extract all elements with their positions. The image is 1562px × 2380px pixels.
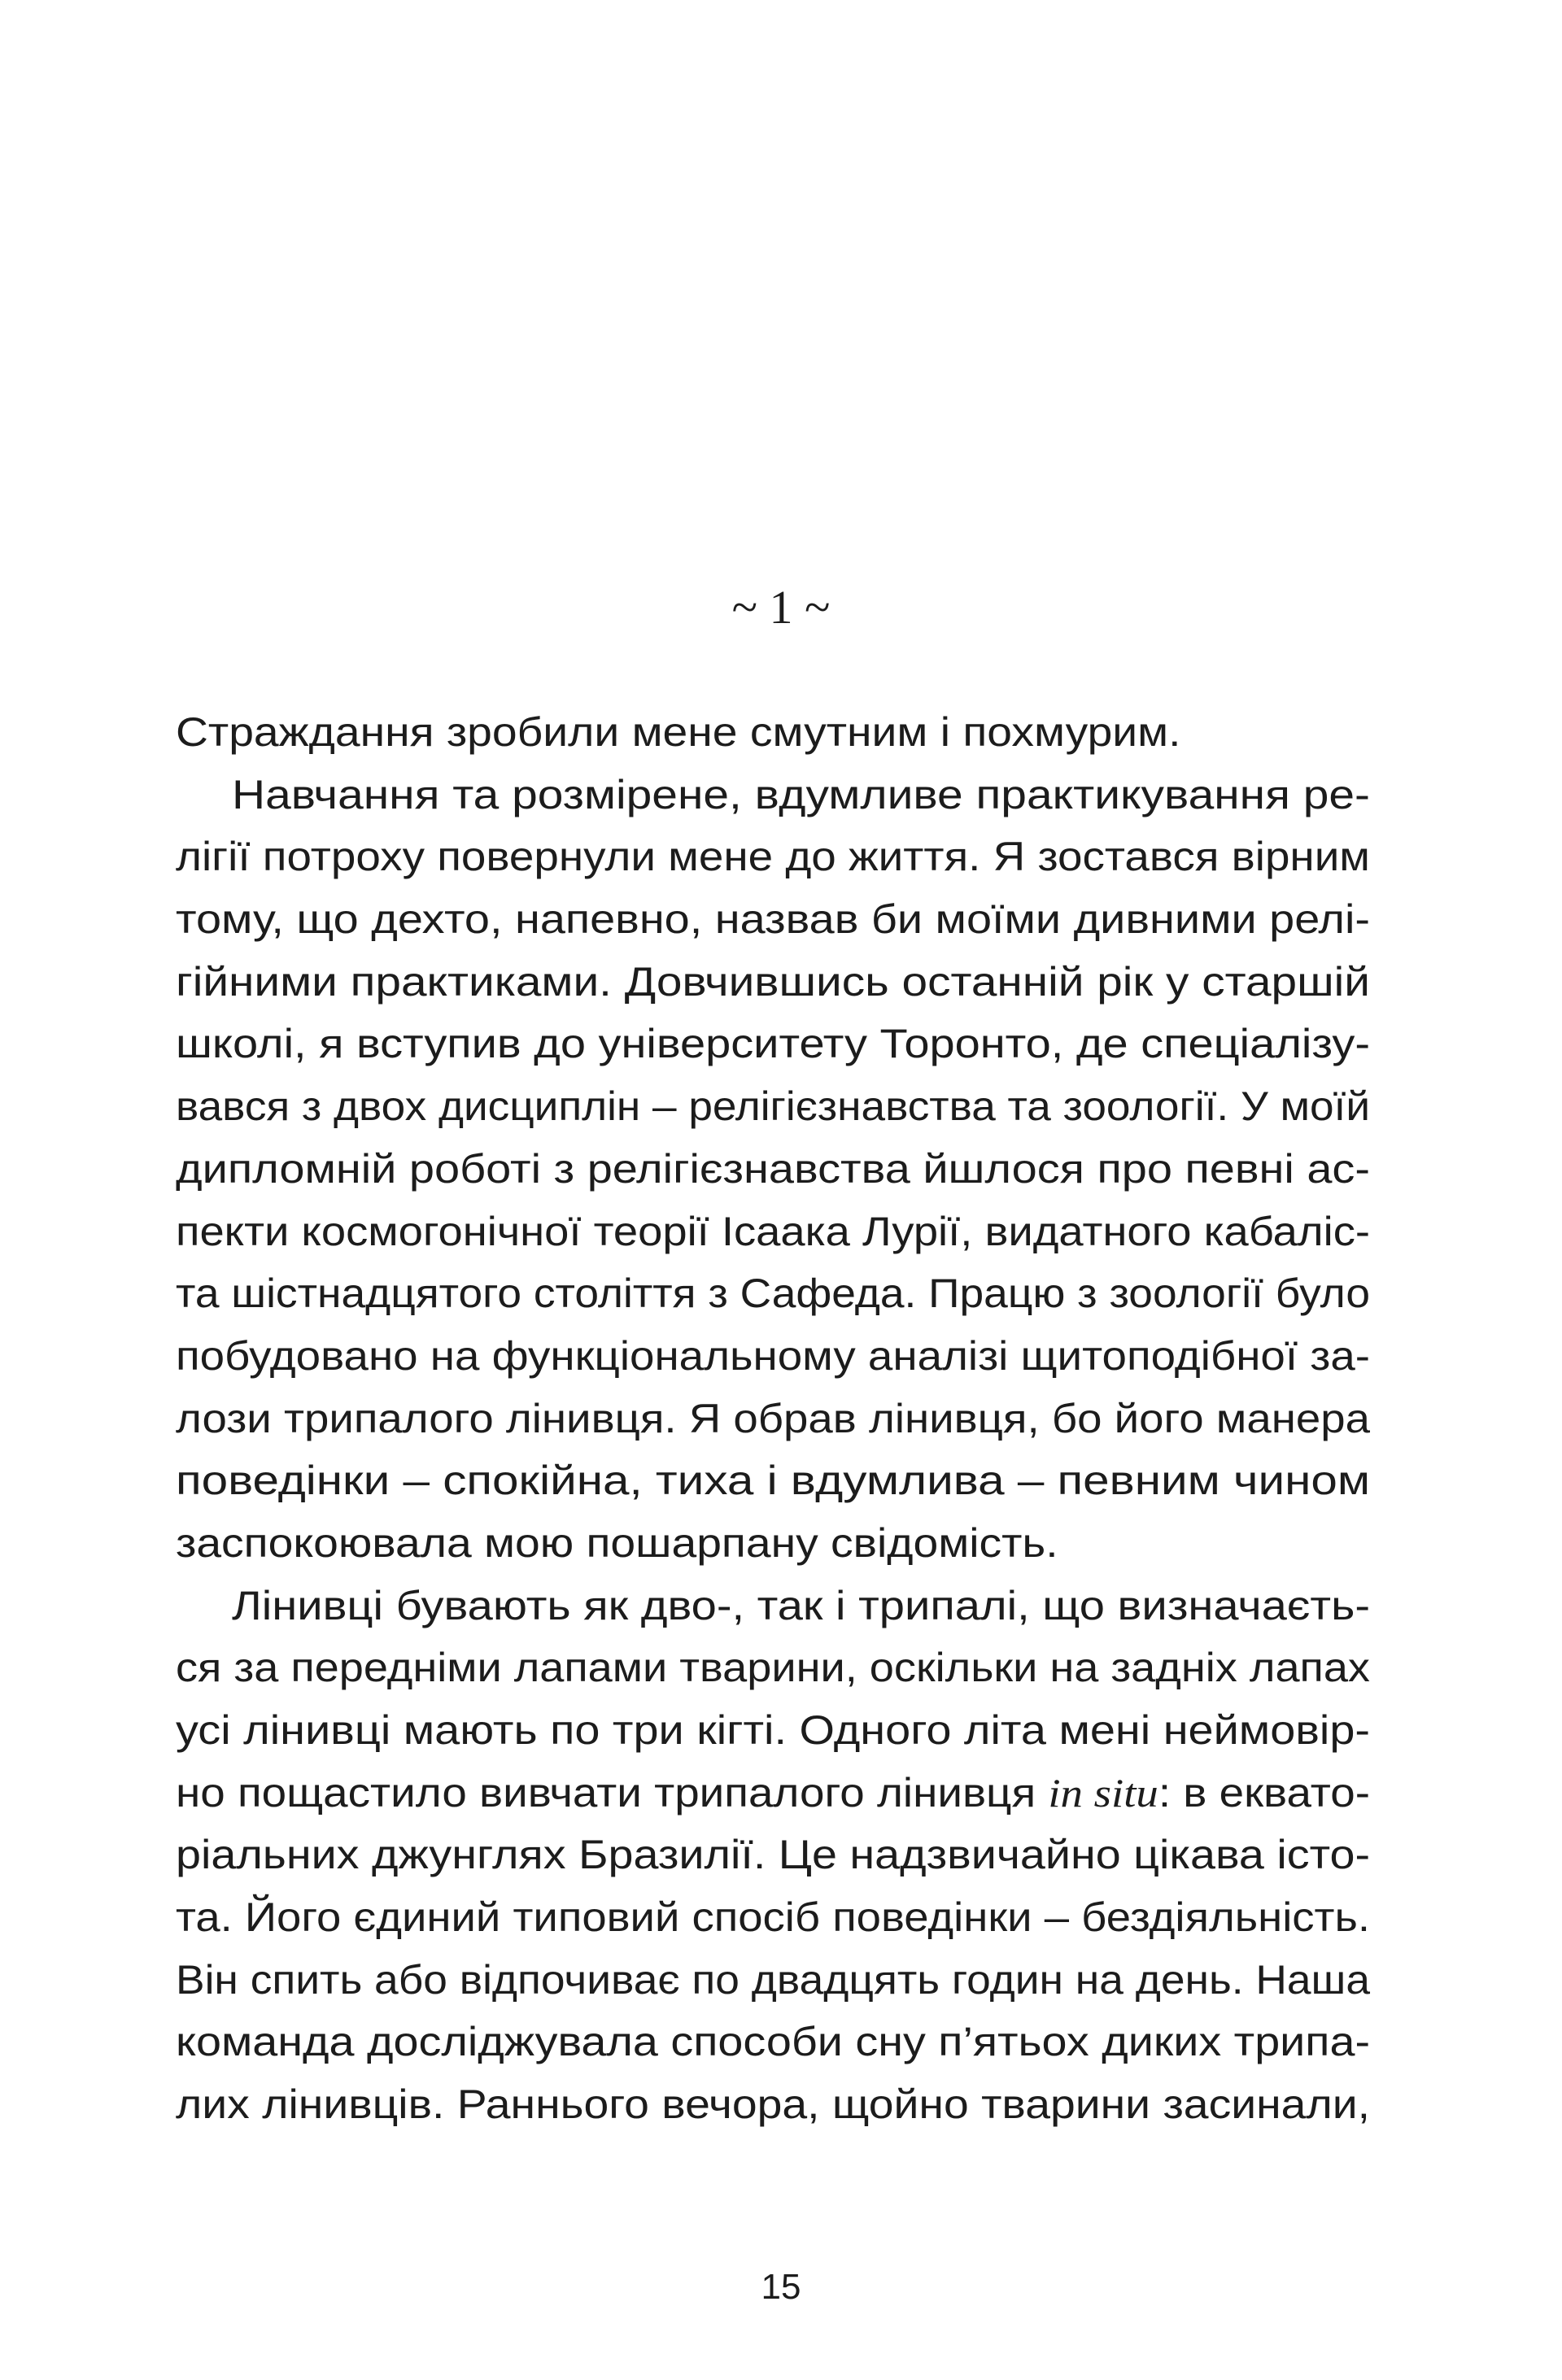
text-line-content: лози трипалого лінивця. Я обрав лінивця, бо його манера [176,1395,1370,1441]
text-line-content: та шістнадцятого століття з Сафеда. Працю з зоології було [176,1271,1370,1317]
text-line [176,1075,1370,1138]
italic-phrase: in situ [1048,1769,1158,1816]
text-line [176,1201,1370,1263]
text-line [176,1388,1370,1450]
text-line [176,2011,1370,2073]
text-line-content: школі, я вступив до університету Торонто, де спеціалізу- [176,1021,1371,1067]
text-line [176,1699,1370,1762]
text-line-content: лігії потроху повернули мене до життя. Я зостався вірним [176,834,1370,880]
text-line-content: усі лінивці мають по три кігті. Одного літа мені неймовір- [176,1707,1370,1753]
text-line [176,764,1370,826]
text-line-content: гійними практиками. Довчившись останній рік у старшій [176,958,1370,1005]
text-line [176,1824,1370,1886]
text-line [176,2073,1370,2136]
text-line [176,951,1370,1013]
text-line [176,1512,1370,1575]
text-line [176,888,1370,951]
text-line [176,1637,1370,1699]
text-line-content: ріальних джунглях Бразилії. Це надзвичайно цікава істо- [176,1832,1370,1878]
text-line-content: Лінивці бувають як дво-, так і трипалі, що визначаєть- [232,1582,1370,1628]
text-line-content: побудовано на функціональному аналізі щитоподібної за- [176,1332,1370,1379]
text-line-content: Він спить або відпочиває по двадцять годин на день. Наша [176,1956,1370,2003]
text-segment: но пощастило вивчати трипалого лінивця [176,1769,1049,1816]
text-line [176,1449,1370,1512]
text-line-content: команда досліджувала способи сну п’ятьох диких трипа- [176,2019,1370,2065]
text-line [176,1013,1370,1075]
text-line [176,1949,1370,2012]
text-line [176,1762,1370,1824]
text-line-content: тому, що дехто, напевно, назвав би моїми дивними релі- [176,896,1370,943]
text-line-content: заспокоювала мою пошарпану свідомість. [176,1519,1058,1566]
text-line-content: та. Його єдиний типовий спосіб поведінки – бездіяльність. [176,1894,1370,1941]
text-line [176,1325,1370,1388]
text-line [176,1886,1370,1949]
text-line-content: поведінки – спокійна, тиха і вдумлива – певним чином [176,1458,1370,1504]
chapter-heading: ~ 1 ~ [731,581,831,634]
body-text [176,701,1370,2136]
text-line-content [176,1762,1370,1824]
text-line-content: дипломній роботі з релігієзнавства йшлося про певні ас- [176,1145,1370,1192]
text-line-content: ся за передніми лапами тварини, оскільки на задніх лапах [176,1645,1370,1691]
text-line-content: вався з двох дисциплін – релігієзнавства та зоології. У моїй [176,1083,1370,1130]
text-segment: : в еквато- [1158,1769,1370,1816]
page-number: 15 [761,2267,801,2307]
text-line [176,1575,1370,1637]
text-line [176,701,1370,764]
text-line-content: Навчання та розмірене, вдумливе практикування ре- [232,771,1370,817]
text-line-content: Страждання зробили мене смутним і похмурим. [176,709,1181,755]
text-line [176,826,1370,888]
text-line-content: лих лінивців. Раннього вечора, щойно тварини засинали, [176,2081,1370,2128]
text-line [176,1262,1370,1325]
text-line-content: пекти космогонічної теорії Ісаака Лурії, видатного кабаліс- [176,1208,1370,1254]
text-line [176,1138,1370,1201]
